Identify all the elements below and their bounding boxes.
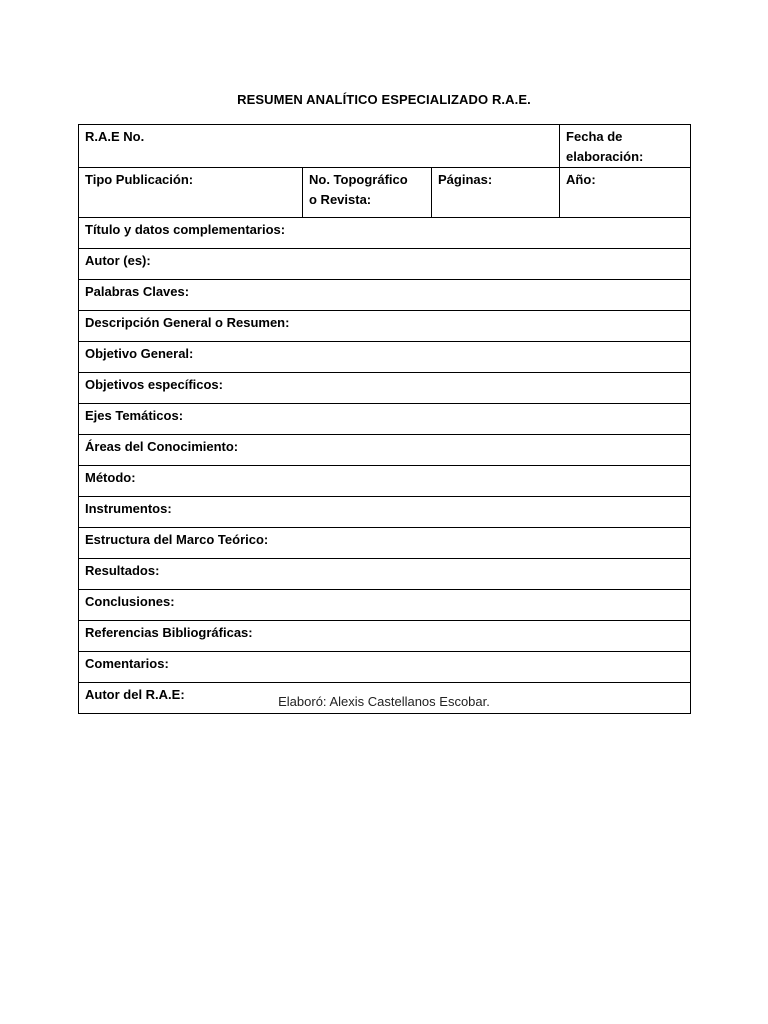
field-label-ejes-tematicos: Ejes Temáticos: <box>85 408 184 423</box>
field-cell-resultados[interactable] <box>79 559 691 590</box>
paginas-cell[interactable] <box>432 168 560 218</box>
field-row-autor <box>79 249 691 280</box>
field-label-objetivos-especificos: Objetivos específicos: <box>85 377 223 392</box>
field-cell-metodo[interactable] <box>79 466 691 497</box>
field-label-instrumentos: Instrumentos: <box>85 501 172 516</box>
fecha-elaboracion-label: Fecha de elaboración: <box>566 129 644 164</box>
author-credit: Elaboró: Alexis Castellanos Escobar. <box>278 694 490 709</box>
field-row-palabras-claves <box>79 280 691 311</box>
topografico-label-line2: o Revista: <box>309 192 372 207</box>
paginas-label: Páginas: <box>438 172 493 187</box>
field-row-ejes-tematicos <box>79 404 691 435</box>
field-cell-titulo[interactable] <box>79 218 691 249</box>
field-row-marco-teorico <box>79 528 691 559</box>
field-row-descripcion <box>79 311 691 342</box>
rae-number-cell[interactable] <box>79 125 560 168</box>
field-label-conclusiones: Conclusiones: <box>85 594 175 609</box>
field-row-objetivo-general <box>79 342 691 373</box>
field-row-titulo <box>79 218 691 249</box>
field-label-titulo: Título y datos complementarios: <box>85 222 286 237</box>
field-label-metodo: Método: <box>85 470 136 485</box>
field-label-areas-conocimiento: Áreas del Conocimiento: <box>85 439 239 454</box>
field-cell-instrumentos[interactable] <box>79 497 691 528</box>
field-cell-ejes-tematicos[interactable] <box>79 404 691 435</box>
rae-number-label: R.A.E No. <box>85 129 145 144</box>
field-cell-autor[interactable] <box>79 249 691 280</box>
anio-label: Año: <box>566 172 596 187</box>
field-cell-conclusiones[interactable] <box>79 590 691 621</box>
field-row-metodo <box>79 466 691 497</box>
field-row-objetivos-especificos <box>79 373 691 404</box>
field-row-comentarios <box>79 652 691 683</box>
field-label-comentarios: Comentarios: <box>85 656 169 671</box>
header-row <box>79 125 691 168</box>
field-row-instrumentos <box>79 497 691 528</box>
field-label-autor: Autor (es): <box>85 253 151 268</box>
field-cell-referencias[interactable] <box>79 621 691 652</box>
field-cell-comentarios[interactable] <box>79 652 691 683</box>
field-label-resultados: Resultados: <box>85 563 160 578</box>
field-cell-objetivo-general[interactable] <box>79 342 691 373</box>
field-label-referencias: Referencias Bibliográficas: <box>85 625 253 640</box>
field-label-autor-rae: Autor del R.A.E: <box>85 687 185 702</box>
field-row-referencias <box>79 621 691 652</box>
field-label-objetivo-general: Objetivo General: <box>85 346 194 361</box>
field-label-marco-teorico: Estructura del Marco Teórico: <box>85 532 269 547</box>
document-title: RESUMEN ANALÍTICO ESPECIALIZADO R.A.E. <box>237 92 531 107</box>
topografico-label-line1: No. Topográfico <box>309 172 408 187</box>
field-label-descripcion: Descripción General o Resumen: <box>85 315 290 330</box>
field-cell-palabras-claves[interactable] <box>79 280 691 311</box>
field-cell-marco-teorico[interactable] <box>79 528 691 559</box>
publication-row <box>79 168 691 218</box>
field-cell-objetivos-especificos[interactable] <box>79 373 691 404</box>
field-row-areas-conocimiento <box>79 435 691 466</box>
rae-form-table <box>78 124 691 714</box>
field-row-conclusiones <box>79 590 691 621</box>
tipo-publicacion-cell[interactable] <box>79 168 303 218</box>
topografico-cell[interactable] <box>303 168 432 218</box>
field-cell-areas-conocimiento[interactable] <box>79 435 691 466</box>
tipo-publicacion-label: Tipo Publicación: <box>85 172 194 187</box>
fecha-elaboracion-cell[interactable] <box>560 125 691 168</box>
field-label-palabras-claves: Palabras Claves: <box>85 284 190 299</box>
field-cell-descripcion[interactable] <box>79 311 691 342</box>
field-row-resultados <box>79 559 691 590</box>
anio-cell[interactable] <box>560 168 691 218</box>
